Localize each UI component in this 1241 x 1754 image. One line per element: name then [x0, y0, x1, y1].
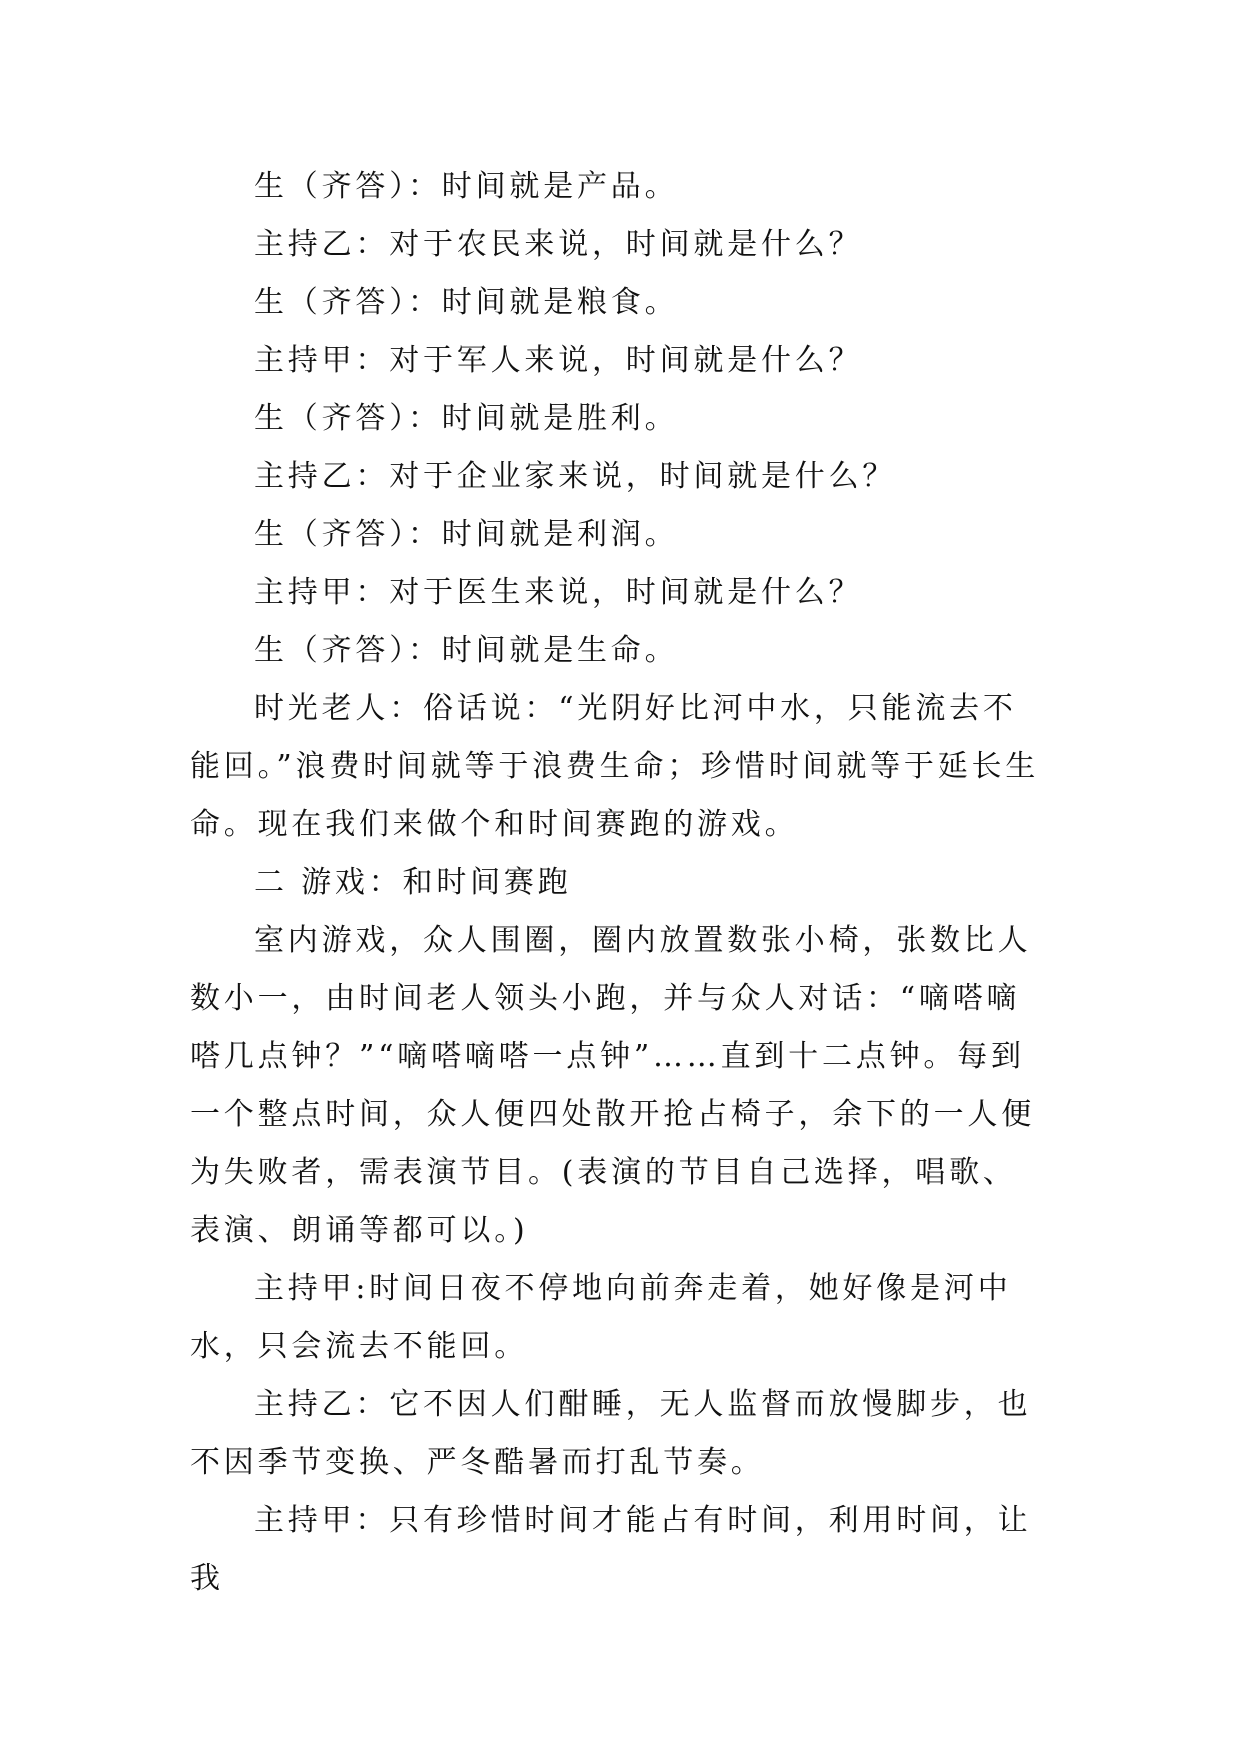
paragraph: 主持甲:时间日夜不停地向前奔走着，她好像是河中水，只会流去不能回。	[190, 1271, 1012, 1364]
paragraph: 室内游戏，众人围圈，圈内放置数张小椅，张数比人数小一，由时间老人领头小跑，并与众人对话：“嘀嗒嘀嗒几点钟？”“嘀嗒嘀嗒一点钟”……直到十二点钟。每到一个整点时间，众人便四处散开抢占椅子，余下的一人便为失败者，需表演节目。(表演的节目自己选择，唱歌、表演、朗诵等都可以。)	[190, 923, 1035, 1248]
paragraph: 主持乙：它不因人们酣睡，无人监督而放慢脚步，也不因季节变换、严冬酷暑而打乱节奏。	[190, 1387, 1032, 1480]
paragraph: 时光老人：俗话说：“光阴好比河中水，只能流去不能回。”浪费时间就等于浪费生命；珍惜时间就等于延长生命。现在我们来做个和时间赛跑的游戏。	[190, 691, 1040, 842]
section-heading: 二 游戏：和时间赛跑	[254, 865, 572, 900]
paragraph: 主持甲：对于医生来说，时间就是什么？	[254, 575, 863, 610]
paragraph: 生（齐答）：时间就是生命。	[254, 633, 679, 668]
paragraph: 生（齐答）：时间就是胜利。	[254, 401, 679, 436]
paragraph: 主持乙：对于农民来说，时间就是什么？	[254, 227, 863, 262]
paragraph: 主持乙：对于企业家来说，时间就是什么？	[254, 459, 897, 494]
document-body	[190, 158, 1050, 1608]
paragraph: 主持甲：对于军人来说，时间就是什么？	[254, 343, 863, 378]
paragraph: 生（齐答）：时间就是利润。	[254, 517, 679, 552]
paragraph: 主持甲：只有珍惜时间才能占有时间，利用时间，让我	[190, 1503, 1032, 1596]
paragraph: 生（齐答）：时间就是粮食。	[254, 285, 679, 320]
paragraph: 生（齐答）：时间就是产品。	[254, 169, 679, 204]
